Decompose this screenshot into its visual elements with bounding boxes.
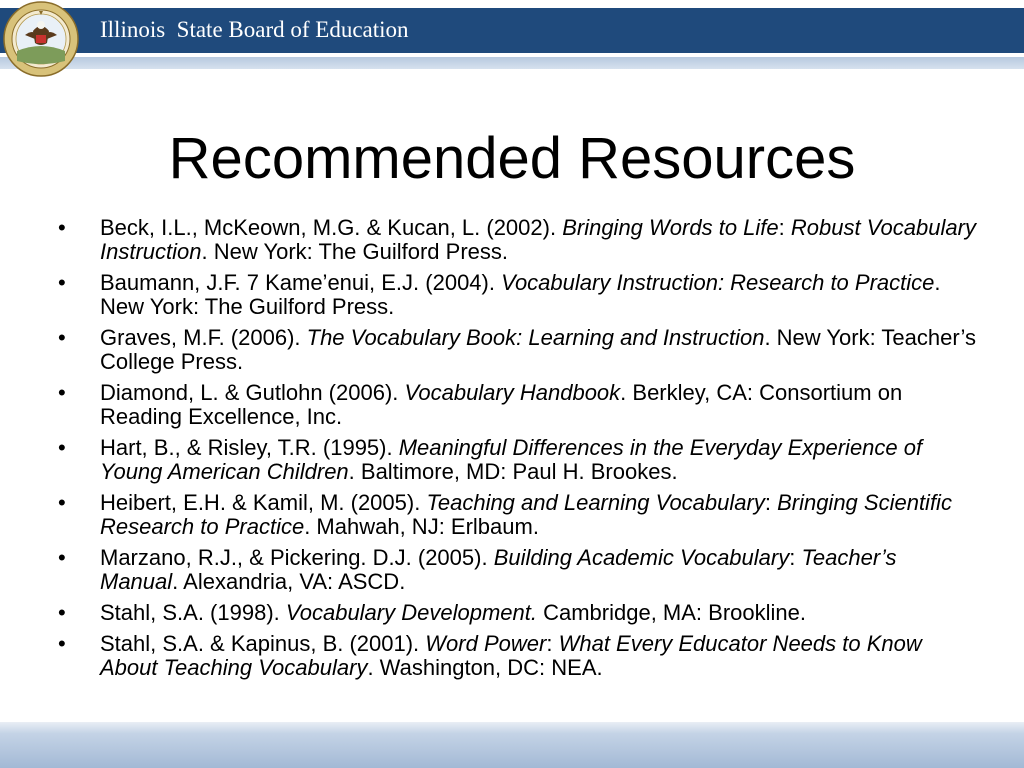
bullet-icon: • [58,600,66,625]
bullet-icon: • [58,270,66,295]
slide-title: Recommended Resources [168,126,856,191]
bullet-icon: • [58,325,66,350]
footer-bar [0,722,1024,768]
bullet-icon: • [58,631,66,656]
header-stripe [0,57,1024,69]
illinois-seal-icon [3,1,79,77]
reference-item: • Diamond, L. & Gutlohn (2006). Vocabulary Handbook. Berkley, CA: Consortium on Reading Excellence, Inc. [58,380,903,429]
references-list [58,216,978,687]
reference-item: • Hart, B., & Risley, T.R. (1995). Meaningful Differences in the Everyday Experience of Young American Children. Baltimore, MD: Paul H. Brookes. [58,435,923,484]
reference-item: • Stahl, S.A. & Kapinus, B. (2001). Word Power: What Every Educator Needs to Know About Teaching Vocabulary. Washington, DC: NEA. [58,631,922,680]
reference-item: • Marzano, R.J., & Pickering. D.J. (2005). Building Academic Vocabulary: Teacher’s Manual. Alexandria, VA: ASCD. [58,545,897,594]
reference-item: • Baumann, J.F. 7 Kame’enui, E.J. (2004). Vocabulary Instruction: Research to Practice. New York: The Guilford Press. [58,270,941,319]
reference-item: • Stahl, S.A. (1998). Vocabulary Development. Cambridge, MA: Brookline. [58,600,806,625]
bullet-icon: • [58,380,66,405]
header-title: Illinois State Board of Education [100,17,409,42]
reference-item: • Heibert, E.H. & Kamil, M. (2005). Teaching and Learning Vocabulary: Bringing Scientific Research to Practice. Mahwah, NJ: Erlbaum. [58,490,952,539]
bullet-icon: • [58,545,66,570]
reference-item: • Graves, M.F. (2006). The Vocabulary Book: Learning and Instruction. New York: Teacher’s College Press. [58,325,977,374]
bullet-icon: • [58,435,66,460]
reference-item: • Beck, I.L., McKeown, M.G. & Kucan, L. (2002). Bringing Words to Life: Robust Vocabulary Instruction. New York: The Guilford Press. [58,215,976,264]
bullet-icon: • [58,490,66,515]
bullet-icon: • [58,215,66,240]
